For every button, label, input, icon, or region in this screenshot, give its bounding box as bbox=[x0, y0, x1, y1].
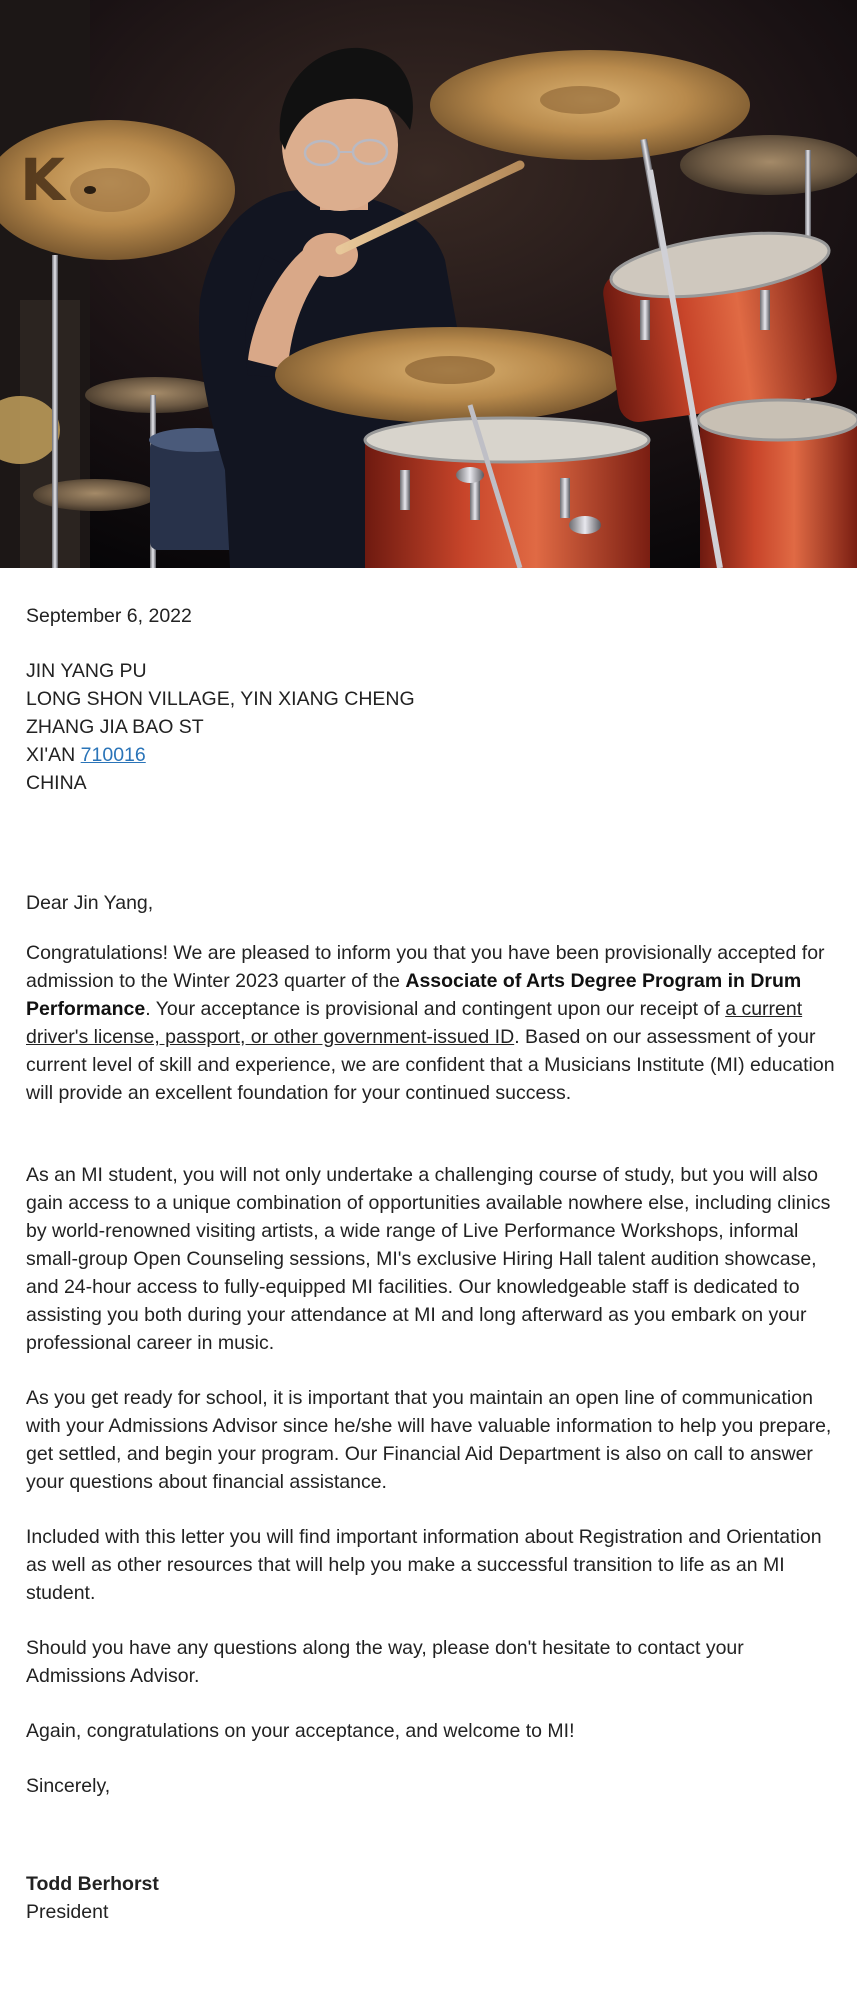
paragraph-questions: Should you have any questions along the way, please don't hesitate to contact your Admissions Advisor. bbox=[26, 1637, 744, 1687]
drummer-photo bbox=[0, 0, 857, 568]
closing: Sincerely, bbox=[26, 1775, 111, 1797]
address-line-3: ZHANG JIA BAO ST bbox=[26, 716, 204, 738]
signer-name: Todd Berhorst bbox=[26, 1873, 159, 1895]
address-zip-link[interactable]: 710016 bbox=[80, 744, 146, 766]
program-name: Associate of Arts Degree Program in Drum Performance bbox=[26, 970, 802, 1020]
address-country: CHINA bbox=[26, 772, 87, 794]
hero-photo bbox=[0, 0, 857, 568]
cymbal-logo: K bbox=[20, 146, 65, 214]
signer-title: President bbox=[26, 1901, 109, 1923]
letter-date: September 6, 2022 bbox=[26, 605, 192, 627]
paragraph-acceptance bbox=[26, 939, 836, 1107]
paragraph-advisor: As you get ready for school, it is important that you maintain an open line of communication with your Admissions Advisor since he/she will have valuable information to help you prepare, get settled, and begin your program. Our Financial Aid Department is also on call to answer your questions about financial assistance. bbox=[26, 1387, 832, 1493]
paragraph-resources: Included with this letter you will find important information about Registration and Orientation as well as other resources that will help you make a successful transition to life as an MI student. bbox=[26, 1526, 822, 1604]
paragraph-welcome: Again, congratulations on your acceptance, and welcome to MI! bbox=[26, 1720, 575, 1742]
paragraph-opportunities: As an MI student, you will not only undertake a challenging course of study, but you will also gain access to a unique combination of opportunities available nowhere else, including clinics by world-renowned visiting artists, a wide range of Live Performance Workshops, informal small-group Open Counseling sessions, MI's exclusive Hiring Hall talent audition showcase, and 24-hour access to fully-equipped MI facilities. Our knowledgeable staff is dedicated to assisting you both during your attendance at MI and long afterward as you embark on your professional career in music. bbox=[26, 1164, 831, 1354]
address-line-2: LONG SHON VILLAGE, YIN XIANG CHENG bbox=[26, 688, 415, 710]
paragraph-acceptance-part-b: . Your acceptance is provisional and contingent upon our receipt of bbox=[145, 998, 726, 1020]
address-city: XI'AN bbox=[26, 744, 76, 766]
paragraph-acceptance-part-a: Congratulations! We are pleased to inform you that you have been provisionally accepted for admission to the Winter 2023 quarter of the bbox=[26, 942, 825, 992]
address-line-1: JIN YANG PU bbox=[26, 660, 147, 682]
acceptance-letter bbox=[26, 602, 836, 1926]
salutation: Dear Jin Yang, bbox=[26, 892, 154, 914]
id-requirement-link[interactable]: a current driver's license, passport, or other government-issued ID bbox=[26, 998, 803, 1048]
address-city-line bbox=[26, 741, 836, 769]
paragraph-acceptance-part-c: . Based on our assessment of your current level of skill and experience, we are confident that a Musicians Institute (MI) education will provide an excellent foundation for your continued success. bbox=[26, 1026, 835, 1104]
recipient-address bbox=[26, 657, 836, 797]
